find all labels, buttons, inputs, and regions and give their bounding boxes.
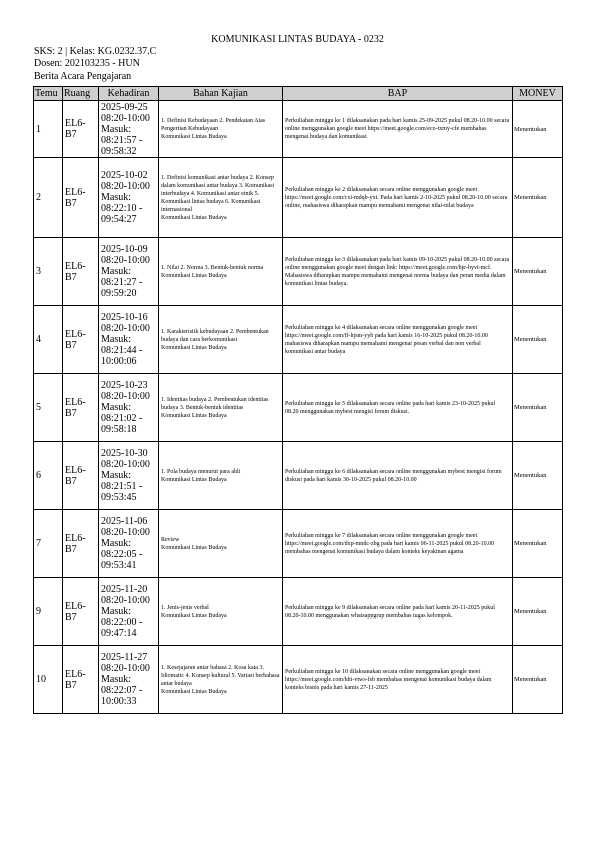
monev-status: Menentukan	[514, 336, 547, 343]
meeting-number: 10	[36, 674, 46, 685]
cell-room	[63, 101, 99, 158]
course-name: Komunikasi Lintas Budaya	[161, 476, 227, 483]
teaching-report-table	[33, 86, 563, 714]
cell-meeting-number	[34, 374, 63, 442]
cell-attendance	[99, 442, 159, 510]
cell-bap	[283, 306, 513, 374]
attendance-times: 2025-10-23 08:20-10:00 Masuk: 08:21:02 - 09:58:18	[101, 380, 150, 435]
cell-room	[63, 578, 99, 646]
course-name: Komunikasi Lintas Budaya	[161, 134, 227, 140]
cell-bap	[283, 578, 513, 646]
cell-study-material	[159, 646, 283, 714]
attendance-times: 2025-10-16 08:20-10:00 Masuk: 08:21:44 - 10:00:06	[101, 312, 150, 367]
room-code: EL6-B7	[65, 186, 86, 209]
cell-bap	[283, 646, 513, 714]
cell-bap	[283, 442, 513, 510]
table-row	[34, 442, 563, 510]
room-code: EL6-B7	[65, 328, 86, 351]
meeting-number: 9	[36, 606, 41, 617]
course-name: Komunikasi Lintas Budaya	[161, 612, 227, 619]
table-row	[34, 374, 563, 442]
course-name: Komunikasi Lintas Budaya	[161, 214, 227, 221]
course-name: Komunikasi Lintas Budaya	[161, 272, 227, 279]
study-topics: 1. Karakteristik kebudayaan 2. Pembentukan budaya dan cara berkomunikasi	[161, 328, 269, 343]
table-row	[34, 238, 563, 306]
meeting-number: 6	[36, 470, 41, 481]
cell-meeting-number	[34, 158, 63, 238]
col-header-monev: MONEV	[513, 87, 563, 101]
room-code: EL6-B7	[65, 118, 86, 140]
section-title: Berita Acara Pengajaran	[34, 71, 132, 82]
cell-meeting-number	[34, 646, 63, 714]
meeting-number: 2	[36, 192, 41, 203]
cell-bap	[283, 510, 513, 578]
study-topics: Review	[161, 536, 180, 543]
table-header-row	[34, 87, 563, 101]
study-topics: 1. Nilai 2. Norma 3. Bentuk-bentuk norma	[161, 264, 264, 271]
cell-attendance	[99, 374, 159, 442]
cell-study-material	[159, 101, 283, 158]
cell-monev	[513, 442, 563, 510]
bap-description: Perkuliahan minggu ke 4 dilaksanakan secara online menggunakan google meet https://meet.google.com/ff-hjsm-yyh pada hari kamis 16-10-2025 pukul 08.20-10.00 mahasiswa diharapkan mampu memahami mengenai pesan verbal dan non verbal komunikasi antar budaya	[285, 324, 488, 355]
cell-monev	[513, 578, 563, 646]
meeting-number: 5	[36, 402, 41, 413]
bap-description: Perkuliahan minggu ke 2 dilaksanakan secara online menggunakan google meet https://meet.google.com/cxi-mdqb-yxt. Pada hari kamis 2-10-2025 pukul 08.20-10.00 secara online, mahasiswa diharapkan mampu memahami mengenai nilai-nilai budaya	[285, 186, 508, 209]
cell-attendance	[99, 306, 159, 374]
meeting-number: 4	[36, 334, 41, 345]
monev-status: Menentukan	[514, 540, 547, 547]
lecturer-line: Dosen: 202103235 - HUN	[34, 58, 140, 69]
cell-meeting-number	[34, 306, 63, 374]
cell-study-material	[159, 306, 283, 374]
cell-study-material	[159, 374, 283, 442]
table-row	[34, 510, 563, 578]
room-code: EL6-B7	[65, 532, 86, 555]
cell-attendance	[99, 646, 159, 714]
cell-meeting-number	[34, 238, 63, 306]
cell-bap	[283, 101, 513, 158]
bap-description: Perkuliahan minggu ke 7 dilaksanakan secara online menggunakan google meet https://meet.google.com/dxp-nmdc-zbg pada hari kamis 06-11-2025 pukul 08.20-10.00 membahas mengenai komunikasi budaya dalam konteks keyakinan agama	[285, 532, 495, 555]
col-header-ruang: Ruang	[63, 87, 99, 101]
cell-meeting-number	[34, 578, 63, 646]
col-header-bap: BAP	[283, 87, 513, 101]
cell-attendance	[99, 238, 159, 306]
meeting-number: 7	[36, 538, 41, 549]
study-topics: 1. Identitas budaya 2. Pembentukan identitas budaya 3. Bentuk-bentuk identitas	[161, 396, 269, 411]
bap-description: Perkuliahan minggu ke 3 dilaksanakan pada hari kamis 09-10-2025 pukul 08.20-10.00 secara online menggunakan google meet dengan link: https://meet.google.com/bje-hyvt-mcf. Mahasiswa diharapkan mampu memahami mengenai norma budaya dan peran media dalam komunikasi lintas budaya.	[285, 256, 510, 287]
cell-monev	[513, 306, 563, 374]
study-topics: 1. Kesejajaran antar bahasa 2. Kosa kata 3. Idiomatic 4. Konsep kultural 5. Variasi berbahasa antar budaya	[161, 664, 280, 687]
cell-monev	[513, 158, 563, 238]
table-row	[34, 646, 563, 714]
attendance-times: 2025-11-20 08:20-10:00 Masuk: 08:22:00 - 09:47:14	[101, 584, 150, 639]
cell-bap	[283, 238, 513, 306]
sks-class-line: SKS: 2 | Kelas: KG.0232.37.C	[34, 46, 157, 57]
cell-room	[63, 374, 99, 442]
table-row	[34, 306, 563, 374]
cell-meeting-number	[34, 101, 63, 158]
table-row	[34, 578, 563, 646]
room-code: EL6-B7	[65, 396, 86, 419]
cell-room	[63, 306, 99, 374]
cell-meeting-number	[34, 510, 63, 578]
cell-bap	[283, 158, 513, 238]
cell-room	[63, 442, 99, 510]
cell-bap	[283, 374, 513, 442]
study-topics: 1. Pola budaya menurut para ahli	[161, 468, 241, 475]
document-title: KOMUNIKASI LINTAS BUDAYA - 0232	[211, 34, 384, 45]
cell-study-material	[159, 442, 283, 510]
col-header-temu: Temu	[34, 87, 63, 101]
cell-study-material	[159, 238, 283, 306]
monev-status: Menentukan	[514, 472, 547, 479]
cell-room	[63, 238, 99, 306]
cell-meeting-number	[34, 442, 63, 510]
attendance-times: 2025-11-06 08:20-10:00 Masuk: 08:22:05 - 09:53:41	[101, 516, 150, 571]
course-name: Komunikasi Lintas Budaya	[161, 688, 227, 695]
attendance-times: 2025-11-27 08:20-10:00 Masuk: 08:22:07 - 10:00:33	[101, 652, 150, 707]
bap-description: Perkuliahan minggu ke 6 dilaksanakan secara online menggunakan mybest mengisi forum diskusi pada hari kamis 30-10-2025 pukul 08.20-10.00	[285, 468, 502, 483]
cell-monev	[513, 238, 563, 306]
cell-study-material	[159, 578, 283, 646]
course-name: Komunikasi Lintas Budaya	[161, 544, 227, 551]
table-row	[34, 158, 563, 238]
cell-attendance	[99, 101, 159, 158]
cell-room	[63, 510, 99, 578]
cell-monev	[513, 101, 563, 158]
col-header-bahan-kajian: Bahan Kajian	[159, 87, 283, 101]
study-topics: 1. Definisi Kebudayaan 2. Pendekatan Atas Pengertian Kebudayaan	[161, 118, 266, 132]
cell-monev	[513, 510, 563, 578]
attendance-times: 2025-10-09 08:20-10:00 Masuk: 08:21:27 - 09:59:20	[101, 244, 150, 299]
cell-monev	[513, 374, 563, 442]
table-row	[34, 101, 563, 158]
study-topics: 1. Jenis-jenis verbal	[161, 604, 209, 611]
cell-study-material	[159, 510, 283, 578]
study-topics: 1. Definisi komunikasi antar budaya 2. Konsep dalam komunikasi antar budaya 3. Komunikasi interbudaya 4. Komunikasi antar etnik 5. Komunikasi lintas budaya 6. Komunikasi internasional	[161, 174, 275, 213]
monev-status: Menentukan	[514, 125, 547, 133]
room-code: EL6-B7	[65, 464, 86, 487]
table-body	[34, 101, 563, 714]
meeting-number: 3	[36, 266, 41, 277]
monev-status: Menentukan	[514, 194, 547, 201]
course-name: Komunikasi Lintas Budaya	[161, 344, 227, 351]
cell-attendance	[99, 158, 159, 238]
col-header-kehadiran: Kehadiran	[99, 87, 159, 101]
monev-status: Menentukan	[514, 404, 547, 411]
cell-monev	[513, 646, 563, 714]
cell-study-material	[159, 158, 283, 238]
bap-description: Perkuliahan minggu ke 10 dilaksanakan secara online menggunakan google meet https://meet.google.com/hhi-vtws-fsb membahas mengenai komunikasi budaya dalam konteks bisnis pada hari kamis 27-11-2025	[285, 668, 492, 691]
room-code: EL6-B7	[65, 600, 86, 623]
course-name: Komunikasi Lintas Budaya	[161, 412, 227, 419]
cell-attendance	[99, 510, 159, 578]
attendance-times: 2025-10-30 08:20-10:00 Masuk: 08:21:51 - 09:53:45	[101, 448, 150, 503]
room-code: EL6-B7	[65, 260, 86, 283]
monev-status: Menentukan	[514, 268, 547, 275]
cell-room	[63, 646, 99, 714]
room-code: EL6-B7	[65, 668, 86, 691]
bap-description: Perkuliahan minggu ke 9 dilaksanakan secara online pada hari kamis 20-11-2025 pukul 08.20-10.00 menggunakan whatsappgrup membahas tugas kelompok.	[285, 604, 495, 619]
attendance-times: 2025-10-02 08:20-10:00 Masuk: 08:22:10 - 09:54:27	[101, 170, 150, 225]
bap-description: Perkuliahan minggu ke 5 dilaksanakan secara online pada hari kamis 23-10-2025 pukul 08.20 menggunakan mybest mengisi forum diskusi.	[285, 400, 496, 415]
monev-status: Menentukan	[514, 608, 547, 615]
monev-status: Menentukan	[514, 676, 547, 683]
meeting-number: 1	[36, 123, 41, 135]
cell-room	[63, 158, 99, 238]
attendance-times: 2025-09-25 08:20-10:00 Masuk: 08:21:57 - 09:58:32	[101, 101, 150, 157]
cell-attendance	[99, 578, 159, 646]
bap-description: Perkuliahan minggu ke 1 dilaksanakan pada hari kamis 25-09-2025 pukul 08.20-10.00 secara online menggunakan google meet https://meet.google.com/eco-txmy-cfe membahas mengenai budaya dan komunikasi	[285, 118, 510, 140]
